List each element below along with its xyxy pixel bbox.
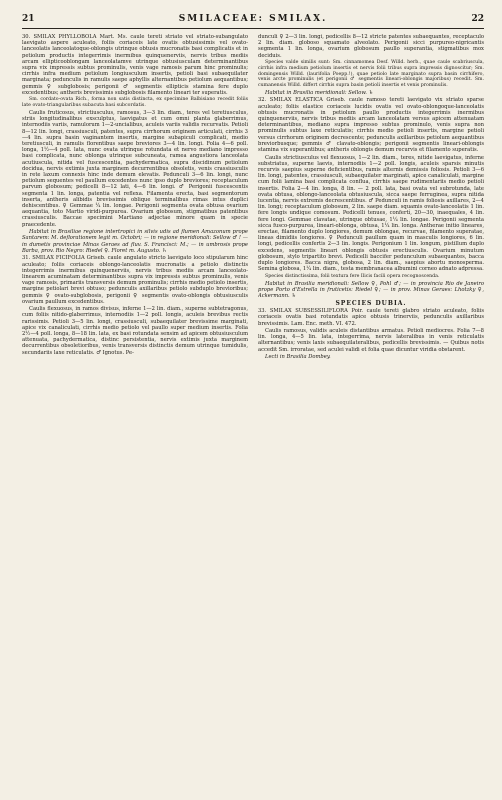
text-columns: [22, 34, 484, 794]
running-title: SMILACEAE: SMILAX.: [178, 14, 328, 24]
page-header: [22, 14, 484, 29]
species-diagnosis: 32. SMILAX ELASTICA Griseb. caule ramoso tereti laevigato vix striato sparse aculeato; foliis elastice coriaceis lucidis ovatis vel ovato-oblongoque-lanceolatis obtusis mucronatis in petiolum paullo productis integerrimis inermibus quinquenerviis, nervis tribus mediis arcam lanceolatam versus apicem attenuatam determinantibus, mediano supra impresso subtus prominulo, venis supra non prominulis subtus laxe reticulatis; cirrhis medio petioli insertis, margine petioli versus cirrhorum originem decrescente; pedunculis axillaribus petiolum aequantibus breviorbusque; gemmis ♂ clavato-oblongis; perigonii segmentis lineari-oblongis stamina vix superantibus; antheris oblongis demum recurvis et filamento superatis.: [258, 97, 484, 154]
right-page-number: 22: [471, 14, 484, 24]
description-paragraph: Caulis flexuosus, in ramos divisus, inferne 1—2 lin. diam., superne subtetragonus, cum foliis nitido-glaberrimus, internodiis 1—2 poll. longis, aculeis brevibus rectis rarissimis. Petioli 3—5 lin. longi, crassiusculi, subaequilater brevissime marginati, apice vix canaliculati, cirrhis medio petiolo vel paullo super medium insertis. Folia 2½—4 poll. longa, 8—18 lin. lata, ex basi rotundata sensim ad apicem obtusiusculum attenuata, pachydermatica, distinc persistentia, nervis extimis juxta marginem decurrentibus obsoletioribus, venis transversis distinctis demum utrinque tumidulis, secundariis laxe reticulatis. ♂ Ignotus. Pe-: [22, 306, 248, 356]
species-diagnosis: 33. SMILAX SUBSESSILIFLORA Poir. caule tereti glabro striato aculeato, foliis coriaceis ovatis basi rotundatis apice obtusis trinerviis, pedunculis axillaribus brevissimis. Lam. Enc. meth. VI. 472.: [258, 308, 484, 327]
species-note: Species distinctissima, folii textura fere Ilicis facili opera recognoscenda.: [265, 273, 440, 279]
description-paragraph: Caulis fruticosus, strictiusculus, ramosus, 3—3 lin. diam., teres vel teretiusculus, striis longitudinalibus exsculptus, laevigatus et cum omni planta glaberrimus, internodiis variis, ramulorum 1—2-uncialibus, aculeis variis validis recurvatis. Petioli 8—12 lin. longi, crassiusculi, patentes, supra cirrhorum originem articulati, cirrhis 3—4 lin. supra basin vaginantem insertis, margine subapiculi complicati, medio teretiusculi, in ramulis florentibus saepe breviores 3—4 lin. longi. Folia 4—6 poll. longa, 1½—4 poll. lata, nunc ovata utrinque rotundata et nervo mediano impresso basi complicata, nunc oblonga utrinque subcuneata, ramea angustiora lanceolata acutiuscula, nitida vel fuscescentia, pachydermatica, supra discidinum petiolum docidua, nervis extimis juxta marginem decurrentibus obsoletis, venis crassiusculis in rete laxum connexis hinc inde demum elevatis. Pedunculi 3—6 lin. longi, nunc petiolum sequentes vel paullum excedentes nunc ipso duplo breviores; receptaculum parvum globosum; pedicelli 8—12 lati, 4—6 lin. longi. ♂ Perigonii fuscescentis segmenta 1 lin. longa, patentia vel reflexa. Filamenta erecta, basi segmentorum inserta, antheris alibidis brevissimis oblique terminalibus rimas intus duplici dehiscentibus. ♀ Gemmae ¼ lin. longae. Perigonii segmenta ovata obtusa ovarium aequantia, toto Martio viridi-purpurea. Ovarium globosum, stigmatibus patentibus crassiusculis. Baccae specimini Martiano adjectae minore quam in specie praecedente.: [22, 110, 248, 228]
species-diagnosis: 30. SMILAX PHYLLOBOLA Mart. Ms. caule tereti striato vel striato-subangulato laevigato aspere aculeato, foliis coriaceis late ovatis obtusissimis vel ovato-lanceolatis lanceolatoque-oblongis utrinque obtusis mucronatis basi complicatis et in petiolum productis integerrimis inermibus quinquenerviis, nervis tribus mediis arcam ellipticooblongam lanceolatamve utrinque obtusiusculam determinantibus supra vix impressis subtus prominulis, venis vage ramosis parum hinc prominulis; cirrhis infra medium petiolum longiusculum insertis, petioli basi subaequilater marginata; pedunculis in ramulis saepe aphyllis alternantibus petiolum aequantibus; gemmis ♀ subglobosis; perigonii ♂ segmentis ellipticis stamina fere duplo excedentibus; antheris brevissimis subglobosis filamento lineari ter superatis.: [22, 34, 248, 96]
habitat-note: Habitat in Brasilia meridionali: Sellow ♀, Pohl ♂; — in provincia Rio de Janeiro prope Porto d'Estrella in fruticetis: Riedel ♀; — in prov. Minas Geraes: Lhotzky ♀, Ackermann. ♄: [258, 280, 484, 300]
section-heading: SPECIES DUBIA.: [335, 299, 407, 307]
right-column: [258, 34, 484, 794]
species-note: Sm. cordato-ovata Rich., forma non satis distincta, ex specimine Balbisiano recedit foliis late ovato-triangularibus subacuta basi subcordatis.: [22, 97, 248, 109]
left-page-number: 21: [22, 14, 35, 24]
habitat-note: Habitat in Brasilia meridionali: Sellow. ♄: [265, 89, 374, 96]
left-column: [22, 34, 248, 794]
description-paragraph: Caulis ramosus, validis aculeis distantibus armatus. Petioli mediocres. Folia 7—8 lin. longa, 4—5 lin. lata, integerrima, nervis lateralibus in venis reticulatis alternantibus; venis laxis subaequilateralibus, pedicellis brevissimis. — Quibus notis accedit Sm. irroratae, sed aculei validi et folia quae dicuntur viridia obstarent.: [258, 328, 484, 353]
habitat-note: Lecti in Brasilia Dombey.: [265, 354, 331, 361]
species-note: Species valde similis sunt: Sm. cinnamomea Desf. Willd. herb., quae caule scabriuscula, cirrhis infra medium petiolum insertis et nervis folii tribus supra impressis dignoscitur; Sm. domingensis Willd. (laurifolia Poepp.!), quae petiolo late marginato supra basin cirrhifero, venis arcte prominulis (et perigonii ♂ segmentis lineari-oblongis majoribus) recedit. Sm. cumanensis Willd. differt cirrhis supra basin petioli insertis et venis prominulis.: [258, 60, 484, 88]
description-paragraph: dunculi ♀ 2—3 lin. longi, pedicellis 8—12 stricte patentes subaequantes, receptaculo 2 lin. diam. globoso squamato alveolato. Perigonii sicci purpureo-nigricantis segmenta 1 lin. longa, ovarium globosum paullo superantia, stigmatibus mox deciduis.: [258, 34, 484, 59]
species-diagnosis: 31. SMILAX FICIFOLIA Griseb. caule angulato stricto laevigato loco stipularum hinc aculeato; foliis coriaceis oblongo-lanceolatis mucronatis a petiolo distinctis integerrimis inermibus quinquenerviis, nervis tribus mediis arcam lanceolato-linearem acuminatam determinantibus supra vix impressis subtus prominulis, venis vage ramosis, primariis transversis demum prominulis; cirrhis medio petiolo insertis, margine petiolari brevi obtuso; pedunculis axillaribus petiolo subduplo brevioribus; gemmis ♀ ovato-subglobosis, perigonii ♀ segmentis ovato-oblongis obtusiusculis ovarium paullum excedentibus.: [22, 255, 248, 305]
habitat-note: Habitat in Brasiliae regione intertropici in silvis udis ad flumen Amazonum prope Santarem: M. deflorationem legit m. Octobri; — in regione meridionali: Sellow ♂ ! — in dumetis provinciae Minas Geraes ad fluv. S. Francisci: M.; — in umbrosis prope Barba, prov. Rio Negro: Riedel ♀. Floret m. Augusto. ♄: [22, 229, 248, 254]
description-paragraph: Caulis strictiusculus vel flexuosus, 1—2 lin. diam., teres, nitide laevigatus, inferne substriatus, superne laevis, internodiis 1—2 poll. longis, aculeis sparsis minutis recurvis saepius superne deficientibus, ramis alternis demissis foliosis. Petioli 3—6 lin. longi, patentes, crassiusculi, subaequilater marginati, apice canaliculati, margine cum folii lamina basi complicata conflua, cirrhis saepe rudimentariis medio petioli insertis. Folia 2—4 lin. longa, 8 lin. — 2 poll. lata, basi ovata vel subrotunda, late ovata obtusa, oblongo-lanceolata obtusiuscula, sicca saepe ferruginea, supra nitida lucentia, nervis extremis decrescentibus. ♂ Pedunculi in ramis foliosis axillares, 2—4 lin. longi; receptaculum globosum, 2 lin. saepe diam. squamis ovato-lanceolatis 1 lin. fere longis undique comosum. Pedicelli tenues, confertí, 20—30, inaequales, 4 lin. fere longi. Gemmae clavatae, utrinque obtusae, 1¼ lin. longae. Perigonii segmenta sicca fusco-purpurea, lineari-oblonga, obtusa, 1¼ lin. longa. Antherae initio lineares, erectae, filamento duplo longiores, demum oblongae, recurvae, filamento superatae, lineas dimidiis longiores. ♀ Pedunculi paullum quam in masculis longiores, 6 lin. longi, pedicellis confertis 2—3 lin. longis. Perigonium 1 lin. longum, pistillum duplo excedens, segmentis lineari oblongis obtusis erectiusculis. Ovarium minutum globosum, stylo tripartito brevi. Pedicelli baccifer pedunculum subaequantes, bacca duplo longiores. Bacca nigra, globosa, 2 lin. diam., saepius abortu monosperma. Semina globosa, 1¼ lin. diam., testa membranacea albumini corneo adnato adpressa.: [258, 154, 484, 273]
